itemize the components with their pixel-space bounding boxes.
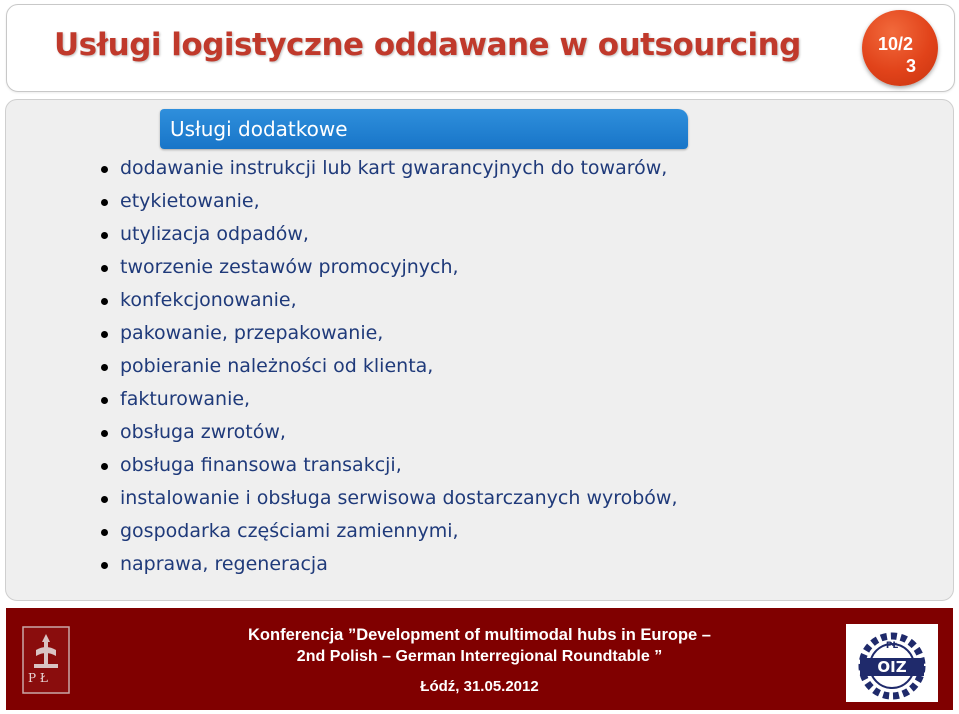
list-item: gospodarka częściami zamiennymi, bbox=[98, 515, 678, 548]
services-list bbox=[98, 152, 678, 581]
list-item: obsługa zwrotów, bbox=[98, 416, 678, 449]
list-item: instalowanie i obsługa serwisowa dostarczanych wyrobów, bbox=[98, 482, 678, 515]
footer-banner bbox=[6, 608, 953, 710]
title-box bbox=[6, 4, 955, 92]
page-title: Usługi logistyczne oddawane w outsourcing bbox=[54, 27, 801, 63]
page-number-badge bbox=[862, 10, 938, 86]
page-number-line2: 3 bbox=[906, 56, 917, 76]
list-item: naprawa, regeneracja bbox=[98, 548, 678, 581]
page-number-line1: 10/2 bbox=[878, 34, 914, 54]
list-item: pakowanie, przepakowanie, bbox=[98, 317, 678, 350]
list-item: fakturowanie, bbox=[98, 383, 678, 416]
university-logo-letters: P Ł bbox=[28, 671, 48, 685]
section-header bbox=[160, 109, 688, 149]
oiz-logo-top-text: PŁ bbox=[885, 641, 899, 651]
list-item: dodawanie instrukcji lub kart gwarancyjnych do towarów, bbox=[98, 152, 678, 185]
list-item: pobieranie należności od klienta, bbox=[98, 350, 678, 383]
list-item: konfekcjonowanie, bbox=[98, 284, 678, 317]
conference-date: Łódź, 31.05.2012 bbox=[420, 678, 539, 695]
list-item: etykietowanie, bbox=[98, 185, 678, 218]
conference-title-line1: Konferencja ”Development of multimodal hubs in Europe – bbox=[248, 626, 711, 644]
list-item: obsługa finansowa transakcji, bbox=[98, 449, 678, 482]
oiz-logo-text: OIZ bbox=[877, 658, 907, 676]
conference-title-line2: 2nd Polish – German Interregional Roundtable ” bbox=[296, 648, 663, 665]
university-logo-icon bbox=[22, 626, 70, 694]
list-item: utylizacja odpadów, bbox=[98, 218, 678, 251]
list-item: tworzenie zestawów promocyjnych, bbox=[98, 251, 678, 284]
section-title: Usługi dodatkowe bbox=[170, 117, 348, 141]
oiz-logo-icon bbox=[846, 624, 938, 702]
